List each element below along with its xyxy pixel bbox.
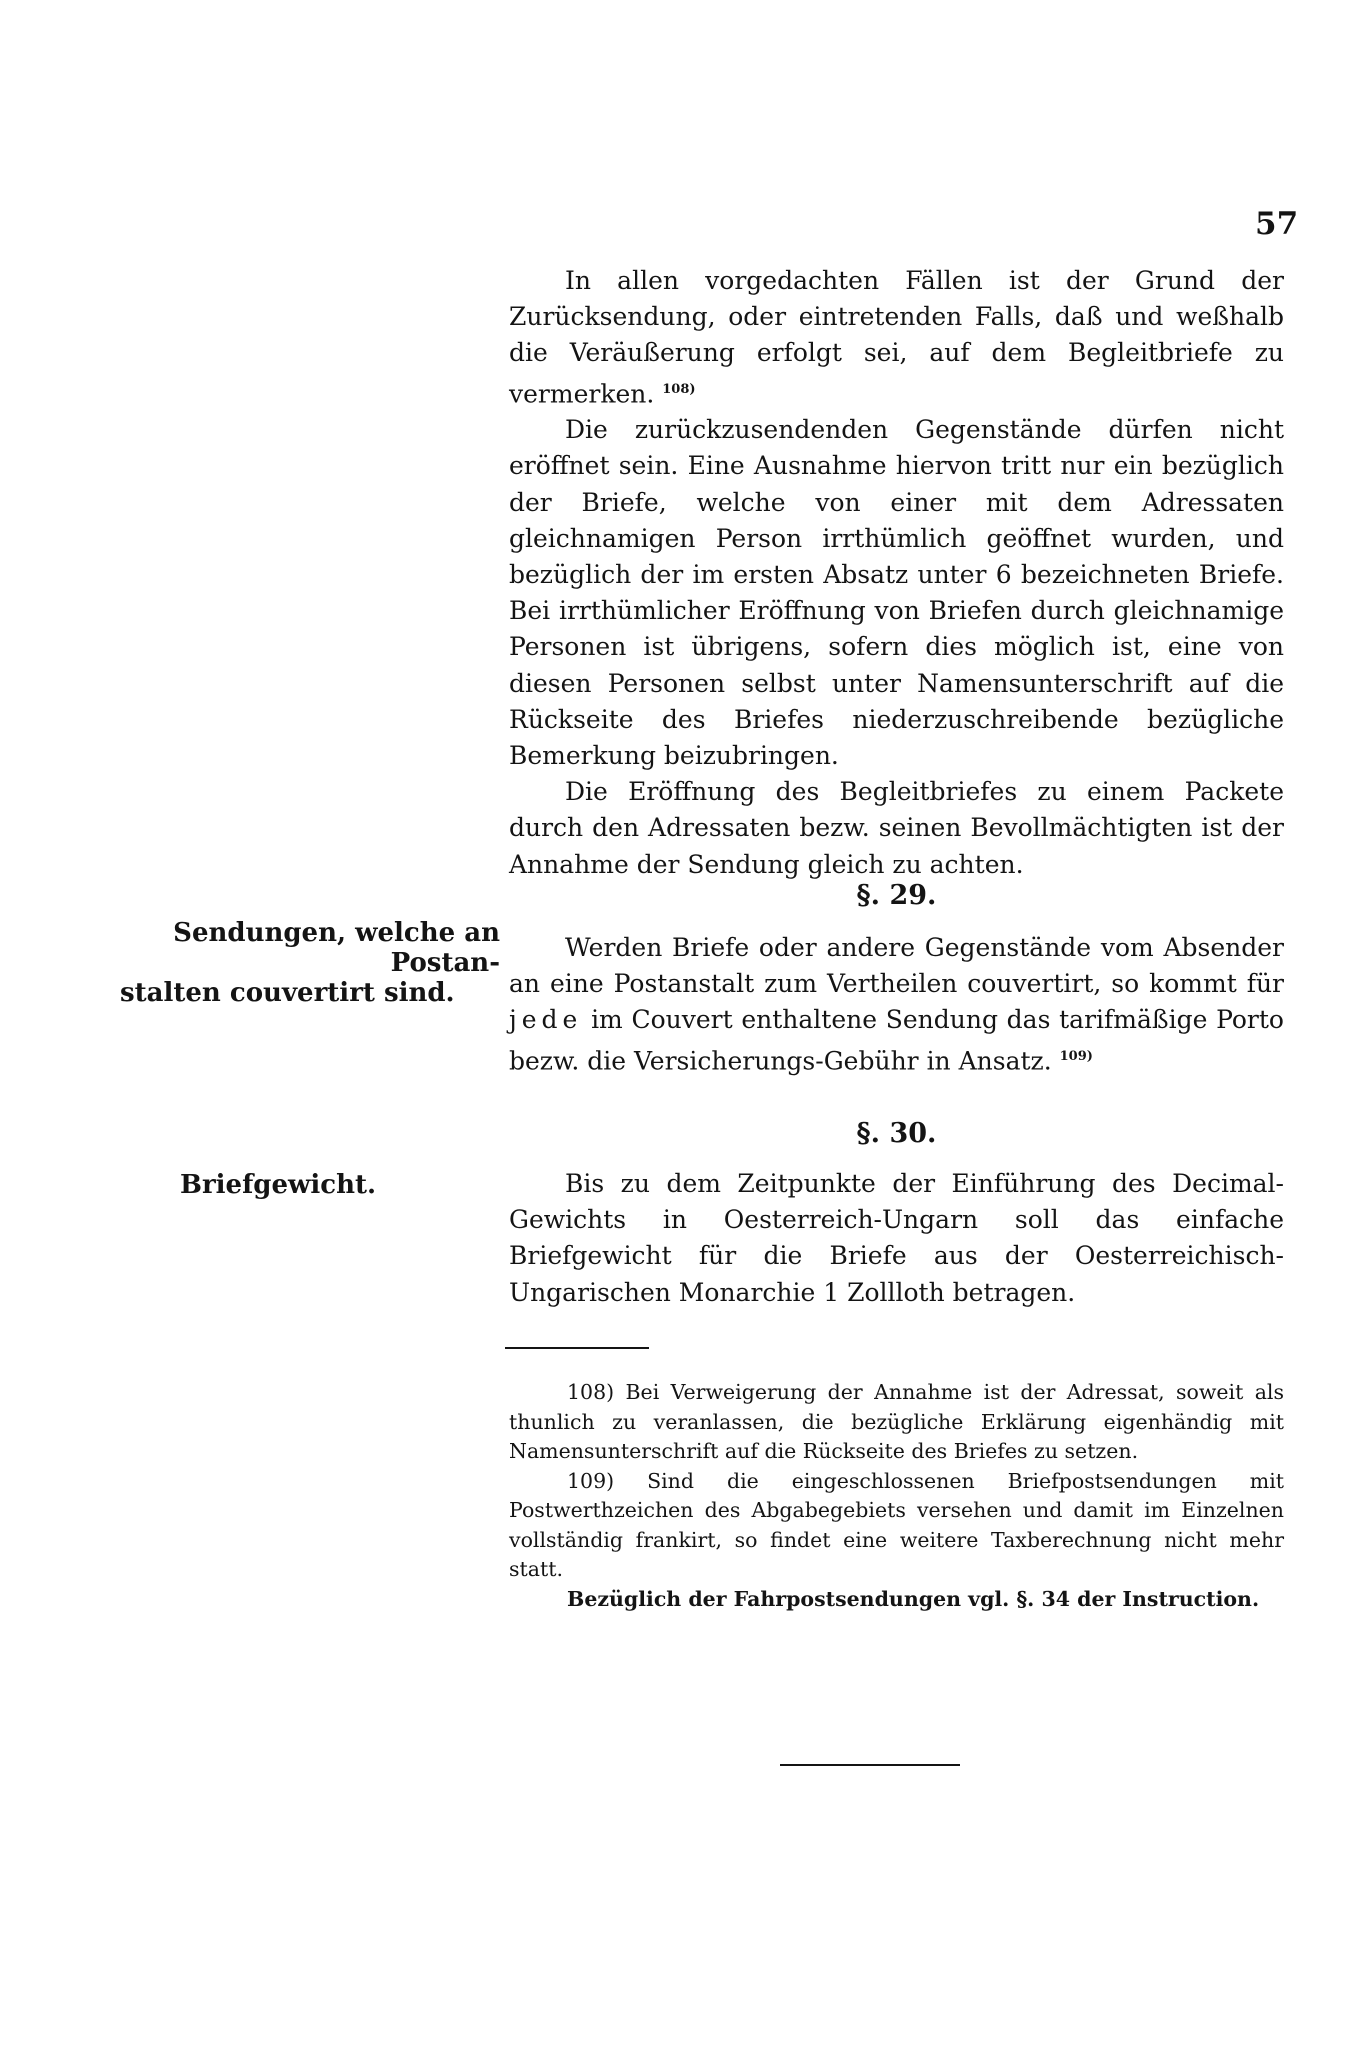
footnote-108: 108) Bei Verweigerung der Annahme ist der Adressat, soweit als thunlich zu veranlassen, die bezügliche Erklärung eigenhändig mit Namensunterschrift auf die Rückseite des Briefes zu setzen. [509, 1380, 1284, 1463]
section-29-heading: §. 29. [856, 880, 937, 911]
section-30-margin-note: Briefgewicht. [180, 1170, 377, 1200]
page-end-rule [780, 1764, 960, 1766]
intro-paragraph-2: Die zurückzusendenden Gegenstände dürfen nicht eröffnet sein. Eine Ausnahme hiervon tritt nur ein bezüglich der Briefe, welche von einer mit dem Adressaten gleichnamigen Person irrthümlich geöffnet wurden, und bezüglich der im ersten Absatz unter 6 bezeichneten Briefe. Bei irrthümlicher Eröffnung von Briefen durch gleichnamige Personen ist übrigens, sofern dies möglich ist, eine von diesen Personen selbst unter Namensunterschrift auf die Rückseite des Briefes niederzuschreibende bezügliche Bemerkung beizubringen. [509, 415, 1284, 770]
section-29-margin-note-line-2: stalten couvertirt sind. [120, 978, 455, 1008]
section-29-margin-note [60, 918, 500, 1008]
section-29-text-after: im Couvert enthaltene Sendung das tarifmäßige Porto bezw. die Versicherungs-Gebühr in Ansatz. [509, 1005, 1284, 1075]
footnote-ref-109: 109) [1059, 1048, 1093, 1064]
section-30-body [509, 1166, 1284, 1311]
section-30-paragraph: Bis zu dem Zeitpunkte der Einführung des Decimal-Gewichts in Oesterreich-Ungarn soll das einfache Briefgewicht für die Briefe aus der Oesterreichisch-Ungarischen Monarchie 1 Zollloth betragen. [509, 1169, 1284, 1307]
section-29-heading-row [509, 880, 1284, 920]
page-number: 57 [1255, 206, 1299, 242]
section-29-text-before: Werden Briefe oder andere Gegenstände vom Absender an eine Postanstalt zum Vertheilen couvertirt, so kommt für [509, 933, 1284, 999]
footnote-rule [505, 1347, 649, 1349]
section-29-emphasis: jede [509, 1005, 583, 1035]
intro-paragraph-3: Die Eröffnung des Begleitbriefes zu einem Packete durch den Adressaten bezw. seinen Bevollmächtigten ist der Annahme der Sendung gleich zu achten. [509, 777, 1284, 879]
section-30-heading-row [509, 1118, 1284, 1158]
section-29-paragraph [509, 930, 1284, 1079]
footnotes-block [509, 1378, 1284, 1614]
section-30-heading: §. 30. [856, 1118, 937, 1149]
intro-paragraph-1 [509, 263, 1284, 412]
intro-paragraph-1-text: In allen vorgedachten Fällen ist der Grund der Zurücksendung, oder eintretenden Falls, daß und weßhalb die Veräußerung erfolgt sei, auf dem Begleitbriefe zu vermerken. [509, 266, 1284, 408]
section-29-margin-note-line-1: Sendungen, welche an Postan- [173, 918, 500, 978]
footnote-109: 109) Sind die eingeschlossenen Briefpostsendungen mit Postwerthzeichen des Abgabegebiets versehen und damit im Einzelnen vollständig frankirt, so findet eine weitere Taxberechnung nicht mehr statt. [509, 1468, 1284, 1581]
footnote-109-note: Bezüglich der Fahrpostsendungen vgl. §. 34 der Instruction. [567, 1586, 1260, 1611]
footnote-ref-108: 108) [662, 381, 696, 397]
section-29-body [509, 930, 1284, 1079]
intro-block [509, 263, 1284, 883]
